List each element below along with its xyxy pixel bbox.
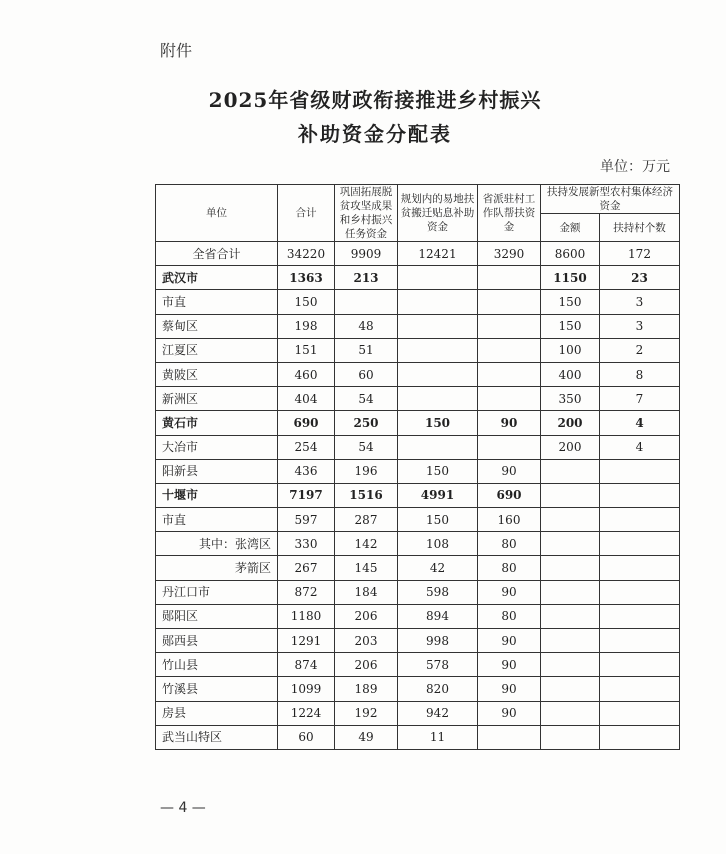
cell-relocation: 150 <box>398 508 478 532</box>
cell-relocation: 150 <box>398 411 478 435</box>
cell-villages: 3 <box>600 314 680 338</box>
cell-amount <box>541 604 600 628</box>
cell-workteam: 160 <box>478 508 541 532</box>
cell-relocation: 108 <box>398 532 478 556</box>
cell-consolidate: 287 <box>335 508 398 532</box>
title-line-1: 2025年省级财政衔接推进乡村振兴 <box>208 88 542 112</box>
cell-workteam <box>478 435 541 459</box>
cell-relocation: 42 <box>398 556 478 580</box>
cell-total: 330 <box>278 532 335 556</box>
cell-villages <box>600 677 680 701</box>
cell-relocation: 578 <box>398 653 478 677</box>
cell-villages <box>600 459 680 483</box>
cell-total: 7197 <box>278 483 335 507</box>
table-row <box>156 677 680 701</box>
cell-total: 151 <box>278 338 335 362</box>
table-row <box>156 604 680 628</box>
cell-villages: 7 <box>600 387 680 411</box>
cell-relocation: 150 <box>398 459 478 483</box>
cell-villages <box>600 580 680 604</box>
cell-consolidate: 203 <box>335 629 398 653</box>
cell-amount <box>541 725 600 749</box>
cell-total: 267 <box>278 556 335 580</box>
cell-relocation: 12421 <box>398 242 478 266</box>
cell-workteam: 90 <box>478 653 541 677</box>
cell-villages: 4 <box>600 435 680 459</box>
cell-relocation: 11 <box>398 725 478 749</box>
cell-name: 武汉市 <box>156 266 278 290</box>
cell-name: 大冶市 <box>156 435 278 459</box>
cell-workteam: 80 <box>478 556 541 580</box>
cell-relocation <box>398 314 478 338</box>
cell-relocation: 598 <box>398 580 478 604</box>
cell-amount <box>541 483 600 507</box>
cell-name: 阳新县 <box>156 459 278 483</box>
cell-workteam: 90 <box>478 677 541 701</box>
cell-consolidate: 206 <box>335 653 398 677</box>
cell-villages <box>600 508 680 532</box>
cell-consolidate: 49 <box>335 725 398 749</box>
cell-villages: 23 <box>600 266 680 290</box>
cell-consolidate: 250 <box>335 411 398 435</box>
cell-consolidate: 142 <box>335 532 398 556</box>
cell-villages <box>600 604 680 628</box>
cell-villages <box>600 653 680 677</box>
cell-consolidate: 184 <box>335 580 398 604</box>
col-header-total: 合计 <box>278 185 335 242</box>
cell-total: 436 <box>278 459 335 483</box>
cell-villages <box>600 701 680 725</box>
cell-total: 404 <box>278 387 335 411</box>
cell-amount: 150 <box>541 314 600 338</box>
cell-consolidate: 60 <box>335 362 398 386</box>
table-row <box>156 387 680 411</box>
cell-total: 1224 <box>278 701 335 725</box>
cell-workteam: 80 <box>478 532 541 556</box>
cell-workteam: 690 <box>478 483 541 507</box>
col-header-consolidate: 巩固拓展脱贫攻坚成果和乡村振兴任务资金 <box>335 185 398 242</box>
cell-villages <box>600 556 680 580</box>
cell-consolidate <box>335 290 398 314</box>
cell-relocation <box>398 362 478 386</box>
cell-name: 市直 <box>156 290 278 314</box>
cell-total: 1291 <box>278 629 335 653</box>
table-row <box>156 362 680 386</box>
cell-consolidate: 9909 <box>335 242 398 266</box>
cell-total: 872 <box>278 580 335 604</box>
cell-workteam: 90 <box>478 629 541 653</box>
cell-total: 597 <box>278 508 335 532</box>
unit-label: 单位：万元 <box>600 159 670 175</box>
table-row <box>156 411 680 435</box>
cell-consolidate: 54 <box>335 435 398 459</box>
cell-relocation <box>398 387 478 411</box>
cell-consolidate: 192 <box>335 701 398 725</box>
cell-relocation <box>398 290 478 314</box>
cell-consolidate: 54 <box>335 387 398 411</box>
cell-consolidate: 213 <box>335 266 398 290</box>
cell-relocation <box>398 266 478 290</box>
page-number: — 4 — <box>160 800 206 816</box>
cell-relocation: 4991 <box>398 483 478 507</box>
cell-workteam <box>478 725 541 749</box>
cell-total: 198 <box>278 314 335 338</box>
cell-amount <box>541 508 600 532</box>
allocation-table <box>155 184 680 750</box>
cell-total: 254 <box>278 435 335 459</box>
cell-name: 黄陂区 <box>156 362 278 386</box>
cell-total: 1099 <box>278 677 335 701</box>
cell-villages <box>600 725 680 749</box>
cell-name: 丹江口市 <box>156 580 278 604</box>
cell-villages: 2 <box>600 338 680 362</box>
cell-name: 竹山县 <box>156 653 278 677</box>
cell-amount <box>541 556 600 580</box>
cell-amount <box>541 459 600 483</box>
cell-amount: 8600 <box>541 242 600 266</box>
cell-amount <box>541 629 600 653</box>
cell-amount <box>541 701 600 725</box>
cell-workteam <box>478 266 541 290</box>
cell-workteam: 90 <box>478 580 541 604</box>
cell-name: 江夏区 <box>156 338 278 362</box>
cell-workteam <box>478 314 541 338</box>
cell-villages: 3 <box>600 290 680 314</box>
cell-workteam <box>478 387 541 411</box>
cell-amount <box>541 677 600 701</box>
cell-total: 1363 <box>278 266 335 290</box>
cell-villages: 8 <box>600 362 680 386</box>
cell-total: 874 <box>278 653 335 677</box>
cell-workteam: 80 <box>478 604 541 628</box>
cell-workteam <box>478 338 541 362</box>
cell-villages <box>600 483 680 507</box>
table-row <box>156 629 680 653</box>
table-row <box>156 338 680 362</box>
title-line-2: 补助资金分配表 <box>298 122 452 146</box>
cell-amount: 100 <box>541 338 600 362</box>
cell-workteam <box>478 362 541 386</box>
table-row <box>156 725 680 749</box>
cell-amount <box>541 532 600 556</box>
cell-total: 150 <box>278 290 335 314</box>
cell-name: 竹溪县 <box>156 677 278 701</box>
cell-relocation: 942 <box>398 701 478 725</box>
table-row <box>156 459 680 483</box>
cell-consolidate: 48 <box>335 314 398 338</box>
cell-amount: 200 <box>541 435 600 459</box>
cell-amount: 350 <box>541 387 600 411</box>
table-row <box>156 242 680 266</box>
cell-total: 60 <box>278 725 335 749</box>
cell-name: 新洲区 <box>156 387 278 411</box>
cell-total: 460 <box>278 362 335 386</box>
cell-name: 郧阳区 <box>156 604 278 628</box>
col-header-unit: 单位 <box>156 185 278 242</box>
cell-workteam: 90 <box>478 459 541 483</box>
table-row <box>156 266 680 290</box>
table-row <box>156 532 680 556</box>
table-row <box>156 483 680 507</box>
cell-villages: 172 <box>600 242 680 266</box>
cell-name: 武当山特区 <box>156 725 278 749</box>
col-header-amount: 金额 <box>541 214 600 242</box>
cell-villages <box>600 629 680 653</box>
cell-total: 34220 <box>278 242 335 266</box>
cell-relocation: 820 <box>398 677 478 701</box>
cell-name: 十堰市 <box>156 483 278 507</box>
cell-workteam: 90 <box>478 701 541 725</box>
cell-consolidate: 145 <box>335 556 398 580</box>
cell-amount: 400 <box>541 362 600 386</box>
cell-amount: 1150 <box>541 266 600 290</box>
cell-name: 蔡甸区 <box>156 314 278 338</box>
table-row <box>156 556 680 580</box>
cell-consolidate: 1516 <box>335 483 398 507</box>
table-row <box>156 508 680 532</box>
cell-amount: 150 <box>541 290 600 314</box>
cell-name: 其中：张湾区 <box>156 532 278 556</box>
table-row <box>156 290 680 314</box>
col-header-relocation: 规划内的易地扶贫搬迁贴息补助资金 <box>398 185 478 242</box>
table-row <box>156 314 680 338</box>
cell-amount <box>541 653 600 677</box>
table-row <box>156 701 680 725</box>
cell-villages: 4 <box>600 411 680 435</box>
table-row <box>156 580 680 604</box>
cell-total: 690 <box>278 411 335 435</box>
table-row <box>156 435 680 459</box>
cell-name: 房县 <box>156 701 278 725</box>
cell-amount <box>541 580 600 604</box>
cell-villages <box>600 532 680 556</box>
cell-relocation: 998 <box>398 629 478 653</box>
cell-workteam <box>478 290 541 314</box>
cell-total: 1180 <box>278 604 335 628</box>
cell-consolidate: 206 <box>335 604 398 628</box>
cell-name: 郧西县 <box>156 629 278 653</box>
col-header-workteam: 省派驻村工作队帮扶资金 <box>478 185 541 242</box>
table-row <box>156 653 680 677</box>
attachment-label: 附件 <box>160 41 193 60</box>
cell-consolidate: 51 <box>335 338 398 362</box>
cell-consolidate: 196 <box>335 459 398 483</box>
cell-amount: 200 <box>541 411 600 435</box>
cell-name: 黄石市 <box>156 411 278 435</box>
header-row-1 <box>156 185 680 214</box>
cell-relocation <box>398 435 478 459</box>
col-header-villages: 扶持村个数 <box>600 214 680 242</box>
cell-workteam: 3290 <box>478 242 541 266</box>
cell-workteam: 90 <box>478 411 541 435</box>
cell-consolidate: 189 <box>335 677 398 701</box>
cell-relocation: 894 <box>398 604 478 628</box>
cell-name: 全省合计 <box>156 242 278 266</box>
cell-name: 茅箭区 <box>156 556 278 580</box>
cell-relocation <box>398 338 478 362</box>
cell-name: 市直 <box>156 508 278 532</box>
col-header-collective-group: 扶持发展新型农村集体经济资金 <box>541 185 680 214</box>
